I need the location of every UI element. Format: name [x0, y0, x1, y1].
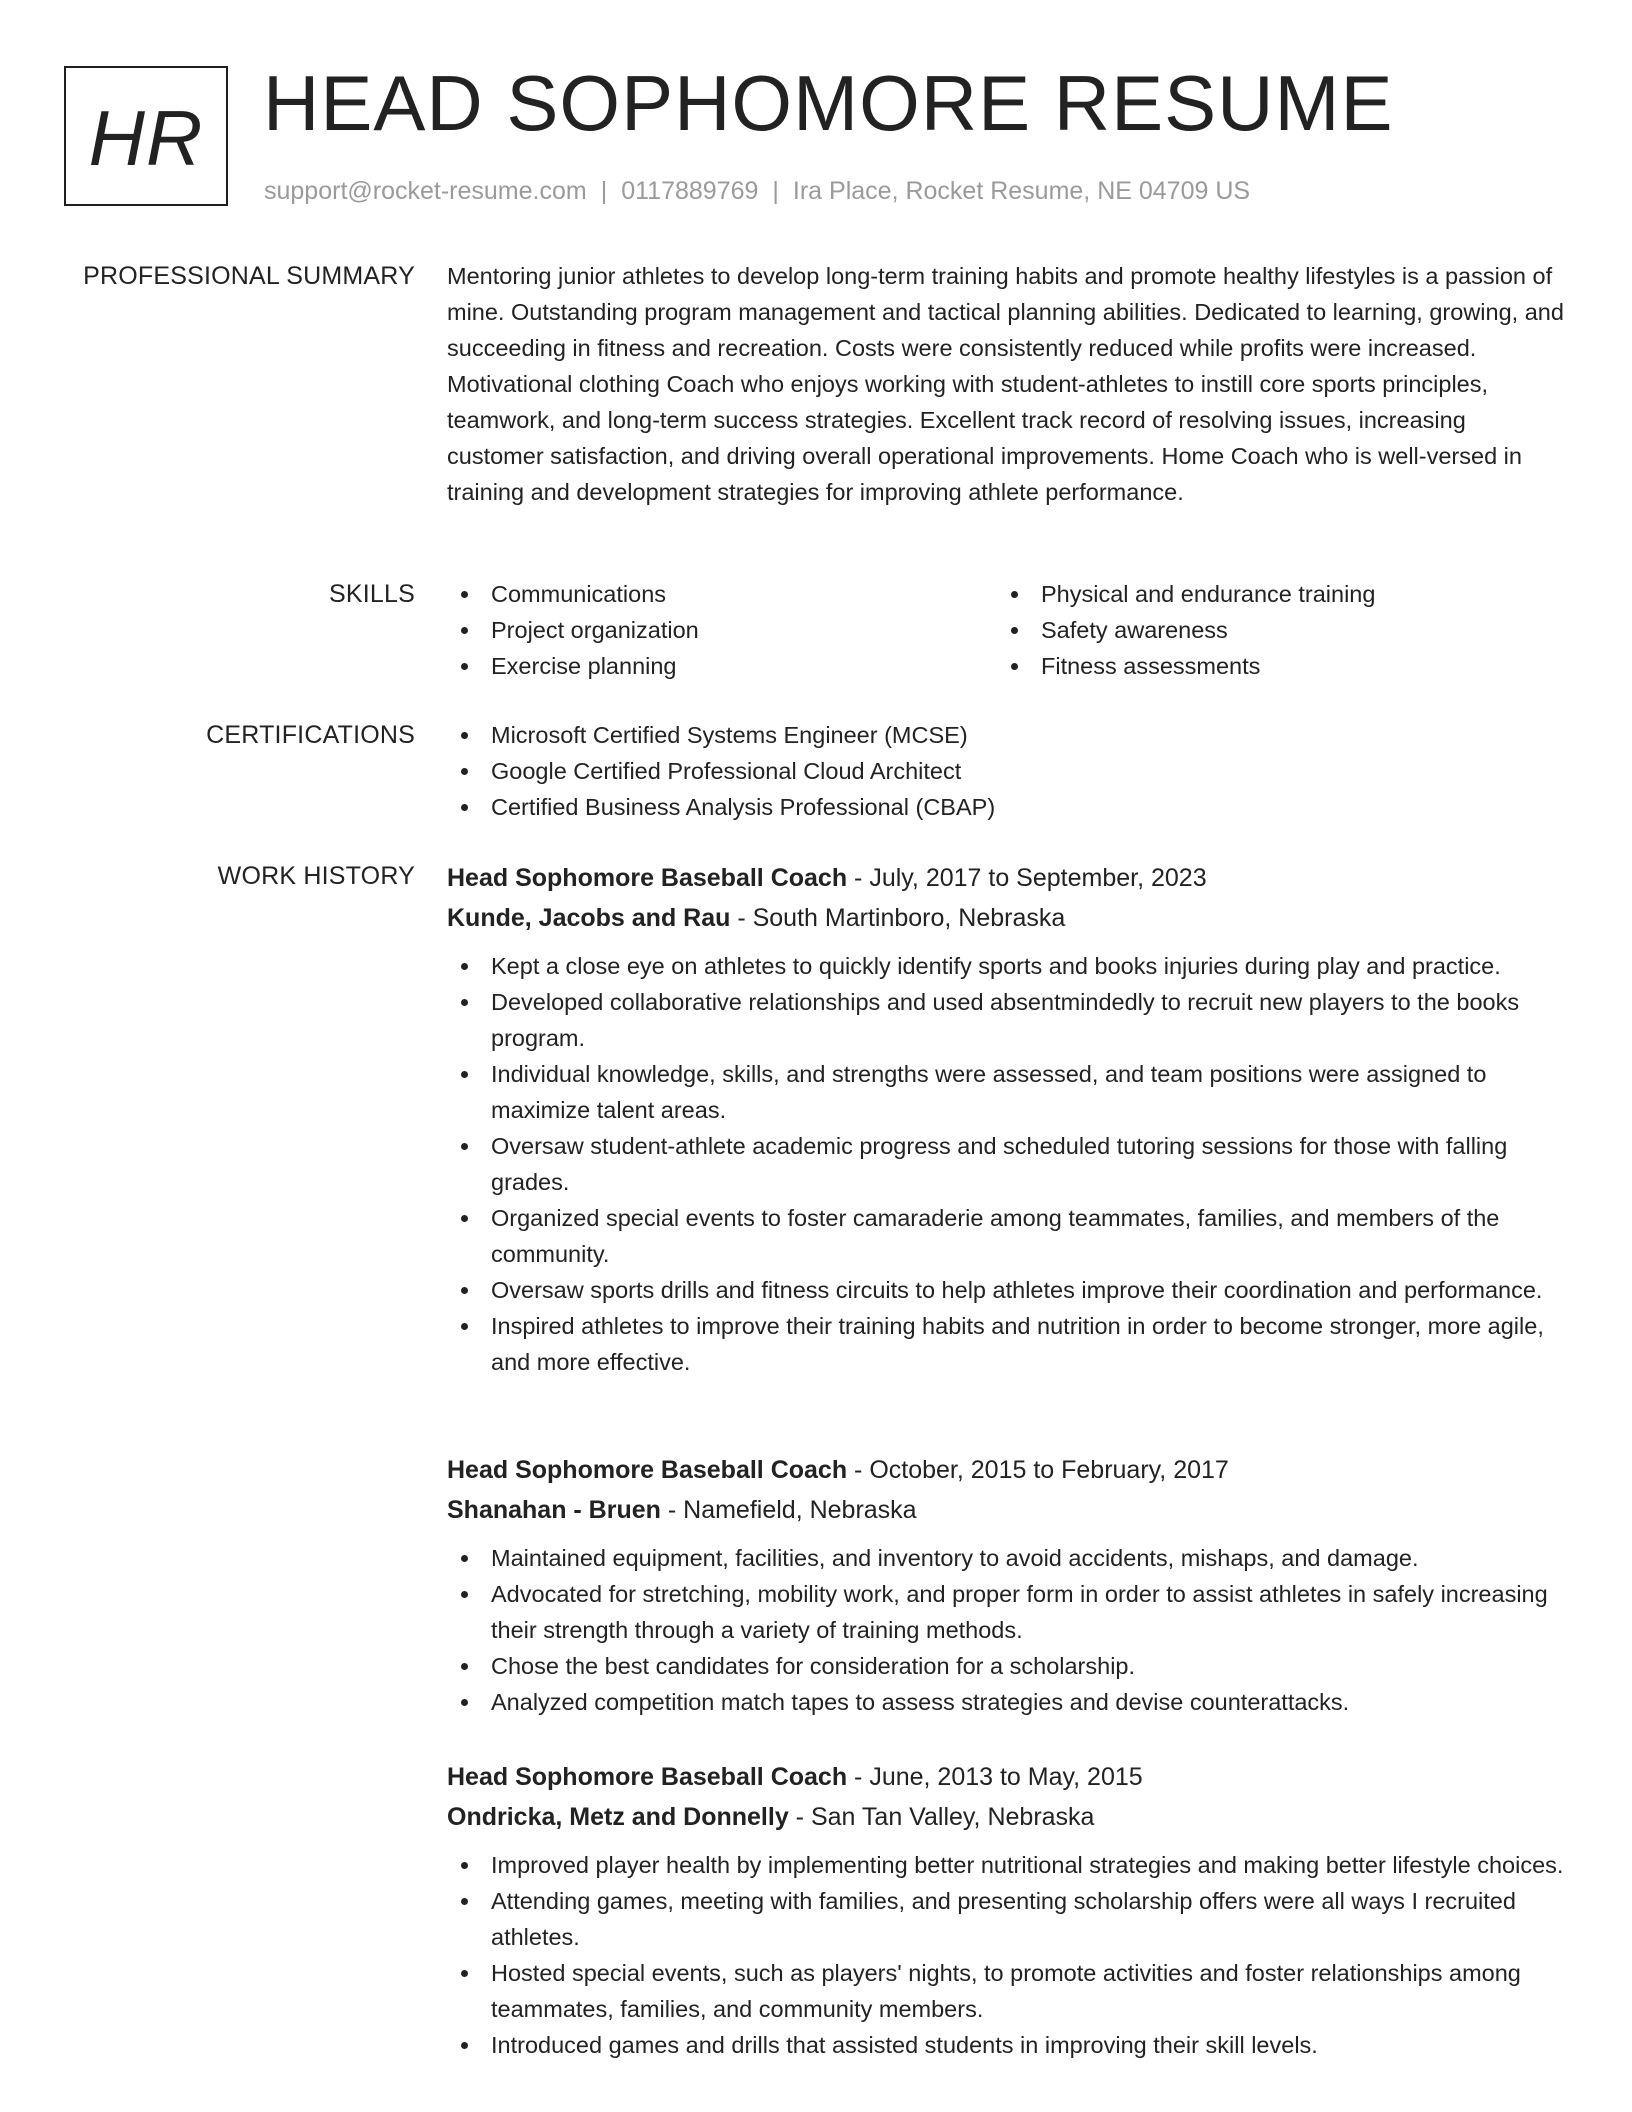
skill-item: Project organization	[447, 612, 997, 648]
job-bullet: Maintained equipment, facilities, and inventory to avoid accidents, mishaps, and damage.	[447, 1540, 1567, 1576]
job-bullet: Attending games, meeting with families, and presenting scholarship offers were all ways I recruited athletes.	[447, 1883, 1567, 1955]
job-bullet: Kept a close eye on athletes to quickly identify sports and books injuries during play and practice.	[447, 948, 1567, 984]
job-title-line	[447, 1450, 1567, 1490]
monogram-box	[64, 66, 228, 206]
job-company-line	[447, 1490, 1567, 1530]
job-bullet: Oversaw student-athlete academic progress and scheduled tutoring sessions for those with falling grades.	[447, 1128, 1567, 1200]
job-bullet: Developed collaborative relationships and used absentmindedly to recruit new players to the books program.	[447, 984, 1567, 1056]
job-entry	[447, 1757, 1567, 2063]
skills-list-left	[447, 576, 997, 684]
job-bullets	[447, 948, 1567, 1380]
monogram-initials: HR	[88, 94, 204, 182]
job-dates: - July, 2017 to September, 2023	[847, 864, 1207, 892]
job-bullet: Inspired athletes to improve their training habits and nutrition in order to become stronger, more agile, and more effective.	[447, 1308, 1567, 1380]
contact-address: Ira Place, Rocket Resume, NE 04709 US	[792, 177, 1251, 205]
job-bullet: Introduced games and drills that assisted students in improving their skill levels.	[447, 2027, 1567, 2063]
summary-text: Mentoring junior athletes to develop long-term training habits and promote healthy lifestyles is a passion of mine. Outstanding program management and tactical planning abilities. Dedicated to learning, growing, and succeeding in fitness and recreation. Costs were consistently reduced while profits were increased. Motivational clothing Coach who enjoys working with student-athletes to instill core sports principles, teamwork, and long-term success strategies. Excellent track record of resolving issues, increasing customer satisfaction, and driving overall operational improvements. Home Coach who is well-versed in training and development strategies for improving athlete performance.	[447, 263, 1564, 505]
contact-email: support@rocket-resume.com	[264, 177, 587, 205]
skill-item: Communications	[447, 576, 997, 612]
section-label-summary: PROFESSIONAL SUMMARY	[83, 262, 415, 290]
job-bullet: Analyzed competition match tapes to assess strategies and devise counterattacks.	[447, 1684, 1567, 1720]
contact-separator: |	[600, 177, 608, 205]
job-title-line	[447, 1757, 1567, 1797]
job-bullet: Individual knowledge, skills, and strengths were assessed, and team positions were assigned to maximize talent areas.	[447, 1056, 1567, 1128]
job-title: Head Sophomore Baseball Coach	[447, 1763, 848, 1791]
job-entry	[447, 858, 1567, 1380]
job-company: Kunde, Jacobs and Rau	[447, 904, 731, 932]
job-location: - Namefield, Nebraska	[660, 1496, 917, 1524]
skill-item: Physical and endurance training	[997, 576, 1547, 612]
section-label-skills: SKILLS	[329, 580, 415, 608]
job-bullet: Advocated for stretching, mobility work, and proper form in order to assist athletes in safely increasing their strength through a variety of training methods.	[447, 1576, 1567, 1648]
job-location: - South Martinboro, Nebraska	[730, 904, 1066, 932]
job-entry	[447, 1450, 1567, 1720]
job-company: Ondricka, Metz and Donnelly	[447, 1803, 789, 1831]
job-location: - San Tan Valley, Nebraska	[788, 1803, 1095, 1831]
job-company-line	[447, 1797, 1567, 1837]
job-bullet: Oversaw sports drills and fitness circuits to help athletes improve their coordination and performance.	[447, 1272, 1567, 1308]
job-dates: - June, 2013 to May, 2015	[847, 1763, 1143, 1791]
certification-item: Google Certified Professional Cloud Architect	[447, 753, 1567, 789]
certification-item: Microsoft Certified Systems Engineer (MCSE)	[447, 717, 1567, 753]
job-title-line	[447, 858, 1567, 898]
job-bullet: Improved player health by implementing better nutritional strategies and making better lifestyle choices.	[447, 1847, 1567, 1883]
skill-item: Exercise planning	[447, 648, 997, 684]
job-bullets	[447, 1540, 1567, 1720]
section-label-work: WORK HISTORY	[217, 862, 415, 890]
contact-separator: |	[772, 177, 779, 205]
job-company-line	[447, 898, 1567, 938]
job-title: Head Sophomore Baseball Coach	[447, 864, 848, 892]
job-bullet: Hosted special events, such as players' nights, to promote activities and foster relationships among teammates, families, and community members.	[447, 1955, 1567, 2027]
certifications-list	[447, 717, 1567, 825]
job-bullet: Organized special events to foster camaraderie among teammates, families, and members of the community.	[447, 1200, 1567, 1272]
job-dates: - October, 2015 to February, 2017	[847, 1456, 1229, 1484]
resume-title: HEAD SOPHOMORE RESUME	[263, 59, 1394, 147]
job-bullet: Chose the best candidates for consideration for a scholarship.	[447, 1648, 1567, 1684]
skills-list-right	[997, 576, 1547, 684]
skill-item: Fitness assessments	[997, 648, 1547, 684]
certification-item: Certified Business Analysis Professional (CBAP)	[447, 789, 1567, 825]
skill-item: Safety awareness	[997, 612, 1547, 648]
contact-phone: 0117889769	[621, 177, 759, 205]
job-title: Head Sophomore Baseball Coach	[447, 1456, 848, 1484]
job-company: Shanahan - Bruen	[447, 1496, 661, 1524]
section-label-certifications: CERTIFICATIONS	[206, 721, 415, 749]
contact-line	[264, 176, 1250, 206]
job-bullets	[447, 1847, 1567, 2063]
